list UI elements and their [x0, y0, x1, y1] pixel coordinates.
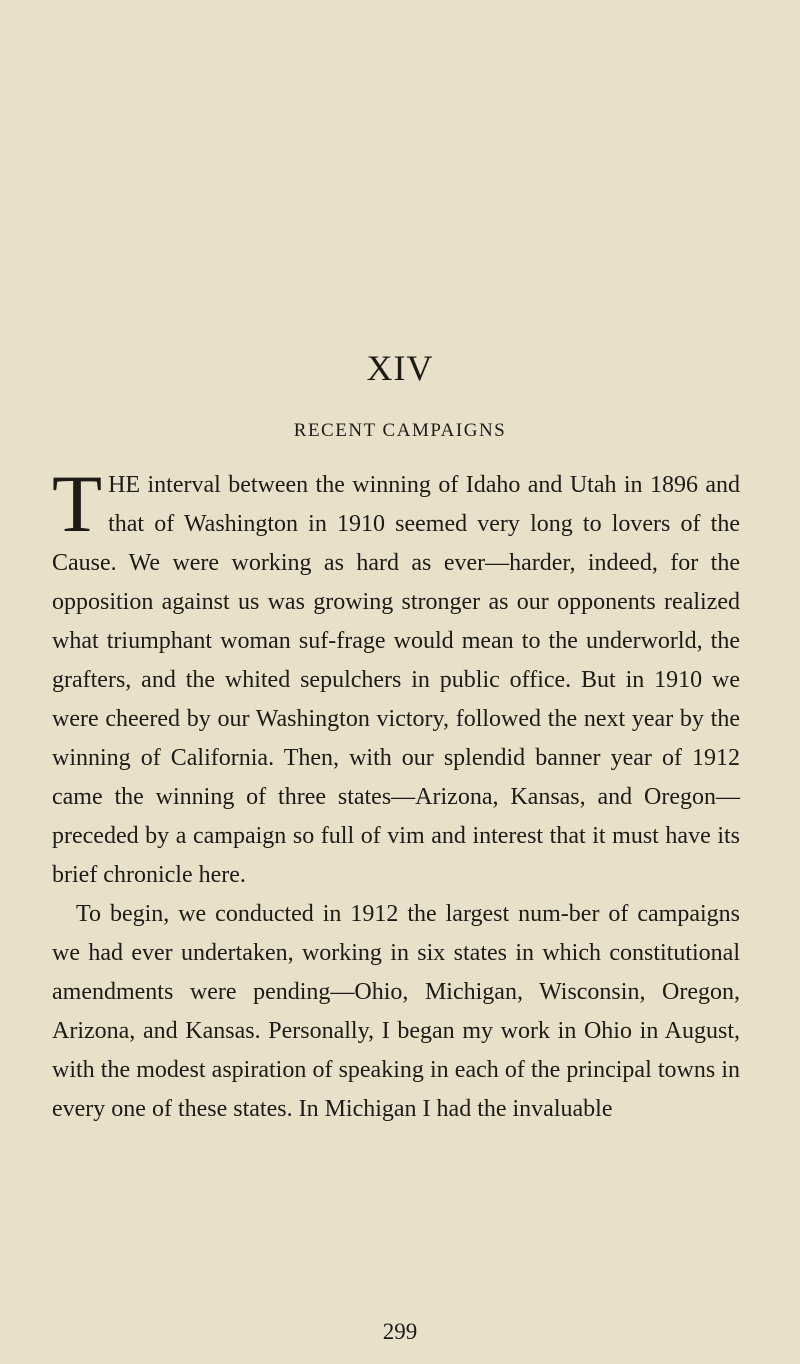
- page-number: 299: [382, 1319, 418, 1344]
- body-text: [52, 458, 740, 1129]
- chapter-number: XIV: [366, 348, 434, 388]
- drop-cap: T: [52, 458, 103, 549]
- paragraph-2: To begin, we conducted in 1912 the largest num-ber of campaigns we had ever undertaken, working in six states in which constitutional amendments were pending—Ohio, Michigan, Wisconsin, Oregon, Arizona, and Kansas. Personally, I began my work in Ohio in August, with the modest aspiration of speaking in each of the principal towns in every one of these states. In Michigan I had the invaluable: [52, 901, 740, 1122]
- chapter-title: RECENT CAMPAIGNS: [293, 420, 507, 441]
- paragraph-1-text: HE interval between the winning of Idaho and Utah in 1896 and that of Washington in 1910 seemed very long to lovers of the Cause. We were working as hard as ever—harder, indeed, for the opposition against us was growing stronger as our opponents realized what triumphant woman suf-frage would mean to the underworld, the grafters, and the whited sepulchers in public office. But in 1910 we were cheered by our Washington victory, followed the next year by the winning of California. Then, with our splendid banner year of 1912 came the winning of three states—Arizona, Kansas, and Oregon—preceded by a campaign so full of vim and interest that it must have its brief chronicle here.: [52, 472, 740, 888]
- paragraph-1: [52, 458, 740, 895]
